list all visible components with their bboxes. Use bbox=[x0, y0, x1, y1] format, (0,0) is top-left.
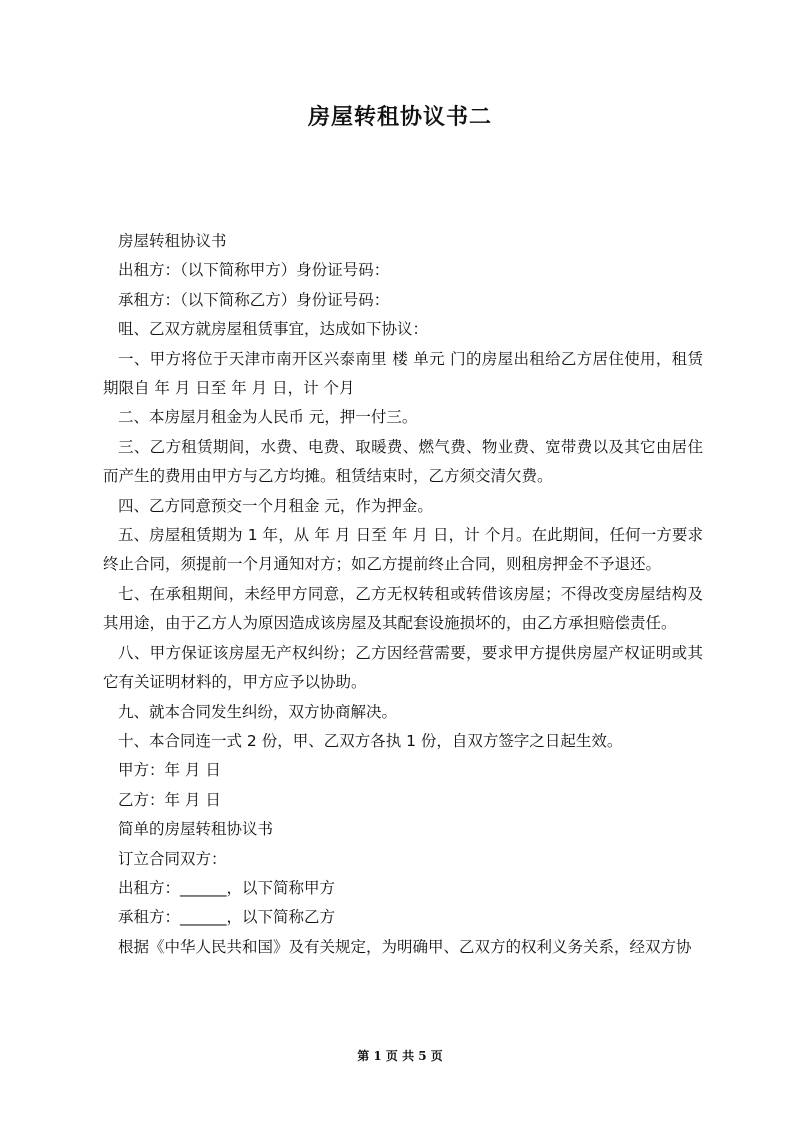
clause-10: 十、本合同连一式 2 份，甲、乙双方各执 1 份，自双方签字之日起生效。 bbox=[118, 731, 623, 750]
clause-4: 四、乙方同意预交一个月租金 元，作为押金。 bbox=[118, 496, 433, 515]
paragraph-agreement-intro: 咀、乙双方就房屋租赁事宜，达成如下协议： bbox=[118, 320, 429, 339]
document-body bbox=[103, 227, 703, 962]
page-footer: 第 1 页 共 5 页 bbox=[357, 1049, 443, 1063]
paragraph-heading: 房屋转租协议书 bbox=[118, 232, 227, 250]
clause-8: 八、甲方保证该房屋无产权纠纷；乙方因经营需要，要求甲方提供房屋产权证明或其它有关证明材料的，甲方应予以协助。 bbox=[103, 643, 703, 692]
legal-basis-paragraph: 根据《中华人民共和国》及有关规定，为明确甲、乙双方的权利义务关系，经双方协 bbox=[118, 937, 692, 956]
clause-2: 二、本房屋月租金为人民币 元，押一付三。 bbox=[118, 408, 418, 427]
paragraph-lessor: 出租方：（以下简称甲方）身份证号码： bbox=[118, 261, 390, 280]
clause-1: 一、甲方将位于天津市南开区兴泰南里 楼 单元 门的房屋出租给乙方居住使用，租赁期限自 年 月 日至 年 月 日，计 个月 bbox=[103, 349, 703, 398]
lessee-blank-line: 承租方：______，以下简称乙方 bbox=[118, 908, 336, 927]
signature-party-a: 甲方：年 月 日 bbox=[118, 761, 221, 780]
document-title: 房屋转租协议书二 bbox=[307, 105, 492, 130]
clause-7: 七、在承租期间，未经甲方同意，乙方无权转租或转借该房屋；不得改变房屋结构及其用途，由于乙方人为原因造成该房屋及其配套设施损坏的，由乙方承担赔偿责任。 bbox=[103, 584, 703, 633]
signature-party-b: 乙方：年 月 日 bbox=[118, 790, 221, 809]
paragraph-lessee: 承租方：（以下简称乙方）身份证号码： bbox=[118, 290, 390, 309]
section-heading-simple-agreement: 简单的房屋转租协议书 bbox=[118, 820, 274, 839]
lessor-blank-line: 出租方：______，以下简称甲方 bbox=[118, 878, 336, 897]
contract-parties-label: 订立合同双方： bbox=[118, 849, 227, 868]
clause-3: 三、乙方租赁期间，水费、电费、取暖费、燃气费、物业费、宽带费以及其它由居住而产生的费用由甲方与乙方均摊。租赁结束时，乙方须交清欠费。 bbox=[103, 437, 703, 486]
clause-5: 五、房屋租赁期为 1 年，从 年 月 日至 年 月 日，计 个月。在此期间，任何一方要求终止合同，须提前一个月通知对方；如乙方提前终止合同，则租房押金不予退还。 bbox=[103, 526, 703, 574]
clause-9: 九、就本合同发生纠纷，双方协商解决。 bbox=[118, 702, 398, 721]
